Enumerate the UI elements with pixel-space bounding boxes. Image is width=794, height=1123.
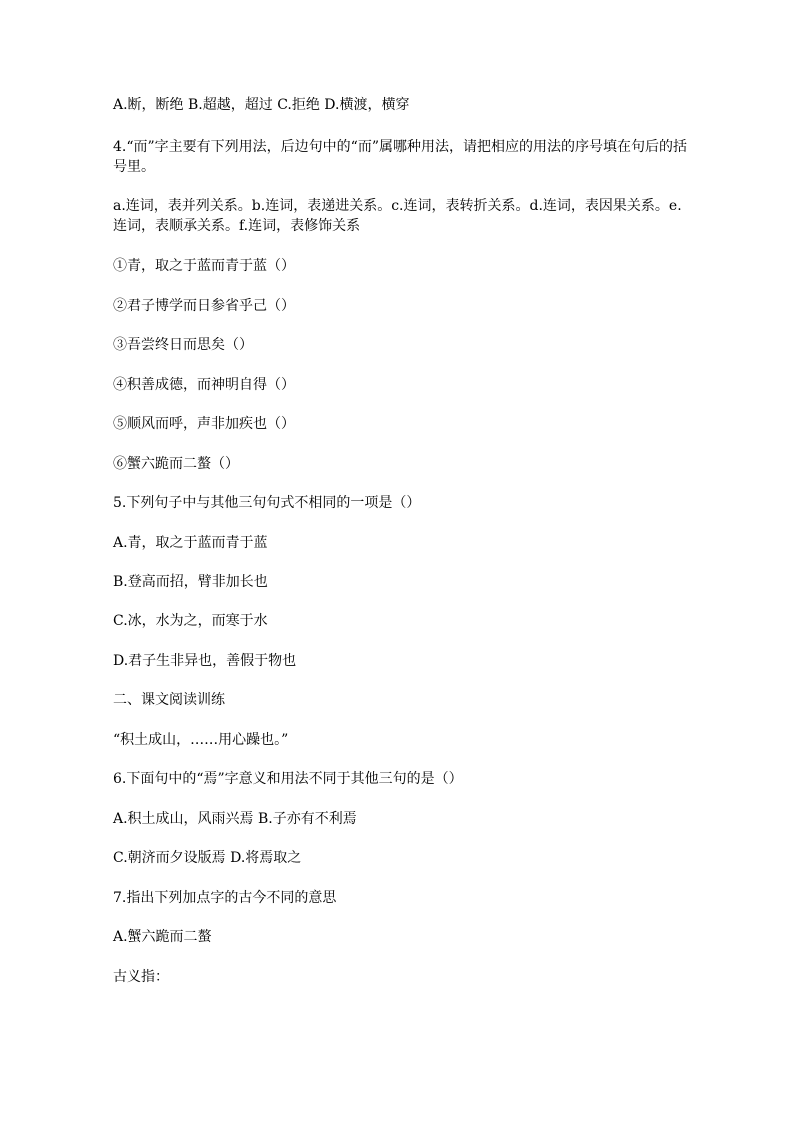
question-4-stem: 4.“而”字主要有下列用法，后边句中的“而”属哪种用法，请把相应的用法的序号填在句后的括号里。 [113, 139, 687, 175]
question-4-usage-list: a.连词，表并列关系。b.连词，表递进关系。c.连词，表转折关系。d.连词，表因果关系。e.连词，表顺承关系。f.连词，表修饰关系 [113, 198, 682, 234]
reading-excerpt: “积土成山，……用心躁也。” [113, 732, 289, 748]
question-7-stem: 7.指出下列加点字的古今不同的意思 [113, 890, 337, 906]
question-5-option-a: A.青，取之于蓝而青于蓝 [113, 535, 268, 551]
question-7-item-a: A.蟹六跪而二螯 [113, 929, 212, 945]
option-line-q3: A.断，断绝 B.超越，超过 C.拒绝 D.横渡，横穿 [113, 97, 410, 113]
sentence-item-5: ⑤顺风而呼，声非加疾也（） [113, 416, 295, 432]
sentence-item-1: ①青，取之于蓝而青于蓝（） [113, 258, 295, 274]
sentence-item-2: ②君子博学而日参省乎己（） [113, 298, 295, 314]
question-5-stem: 5.下列句子中与其他三句句式不相同的一项是（） [113, 495, 421, 511]
section-heading: 二、课文阅读训练 [113, 692, 225, 708]
sentence-item-4: ④积善成德，而神明自得（） [113, 377, 295, 393]
question-6-stem: 6.下面句中的“焉”字意义和用法不同于其他三句的是（） [113, 771, 463, 787]
sentence-item-3: ③吾尝终日而思矣（） [113, 337, 253, 353]
question-5-option-d: D.君子生非异也，善假于物也 [113, 653, 297, 669]
ancient-meaning-label: 古义指： [113, 969, 169, 985]
question-6-options-cd: C.朝济而夕设版焉 D.将焉取之 [113, 850, 302, 866]
question-5-option-b: B.登高而招，臂非加长也 [113, 574, 268, 590]
question-6-options-ab: A.积土成山，风雨兴焉 B.子亦有不利焉 [113, 811, 357, 827]
sentence-item-6: ⑥蟹六跪而二螯（） [113, 456, 239, 472]
question-5-option-c: C.冰，水为之，而寒于水 [113, 613, 268, 629]
